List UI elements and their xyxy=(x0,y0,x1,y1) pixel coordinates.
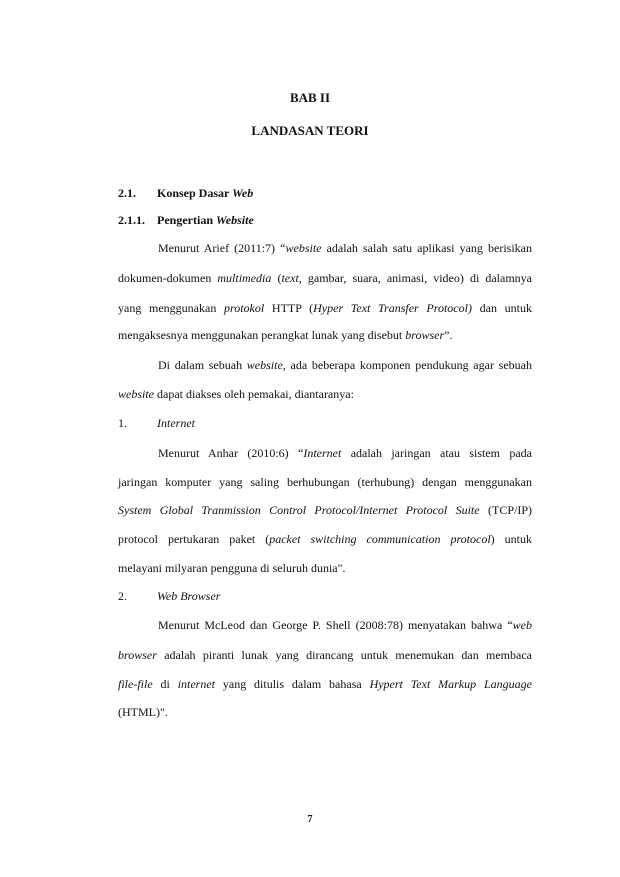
paragraph-line: file-file di internet yang ditulis dalam bahasa Hypert Text Markup Language xyxy=(118,677,532,691)
list-item-number: 2. xyxy=(118,589,127,603)
list-item-number: 1. xyxy=(118,416,127,430)
paragraph-line: website dapat diakses oleh pemakai, diantaranya: xyxy=(118,387,354,401)
chapter-number: BAB II xyxy=(289,90,331,105)
paragraph-line: Menurut McLeod dan George P. Shell (2008:78) menyatakan bahwa “web xyxy=(158,618,532,632)
paragraph-line: Menurut Anhar (2010:6) “Internet adalah jaringan atau sistem pada xyxy=(158,446,532,460)
paragraph-line: Menurut Arief (2011:7) “website adalah salah satu aplikasi yang berisikan xyxy=(158,241,532,255)
paragraph-line: (HTML)". xyxy=(118,705,168,719)
paragraph-line: browser adalah piranti lunak yang dirancang untuk menemukan dan membaca xyxy=(118,648,532,662)
paragraph-line: System Global Tranmission Control Protocol/Internet Protocol Suite (TCP/IP) xyxy=(118,503,532,517)
paragraph-line: Di dalam sebuah website, ada beberapa komponen pendukung agar sebuah xyxy=(158,358,532,372)
section-2-1-heading: Konsep Dasar Web xyxy=(157,186,254,200)
page-number: 7 xyxy=(307,814,313,825)
section-2-1-1-heading: Pengertian Website xyxy=(157,213,254,227)
section-2-1-1-number: 2.1.1. xyxy=(118,213,145,227)
section-2-1-number: 2.1. xyxy=(118,186,136,200)
list-item-title: Internet xyxy=(157,416,195,430)
paragraph-line: yang menggunakan protokol HTTP (Hyper Text Transfer Protocol) dan untuk xyxy=(118,301,532,315)
paragraph-line: melayani milyaran pengguna di seluruh dunia". xyxy=(118,561,346,575)
paragraph-line: jaringan komputer yang saling berhubungan (terhubung) dengan menggunakan xyxy=(118,475,532,489)
paragraph-line: protocol pertukaran paket (packet switching communication protocol) untuk xyxy=(118,532,532,546)
chapter-title: LANDASAN TEORI xyxy=(251,123,369,138)
paragraph-line: mengaksesnya menggunakan perangkat lunak yang disebut browser”. xyxy=(118,328,453,342)
list-item-title: Web Browser xyxy=(157,589,221,603)
paragraph-line: dokumen-dokumen multimedia (text, gambar, suara, animasi, video) di dalamnya xyxy=(118,271,532,285)
